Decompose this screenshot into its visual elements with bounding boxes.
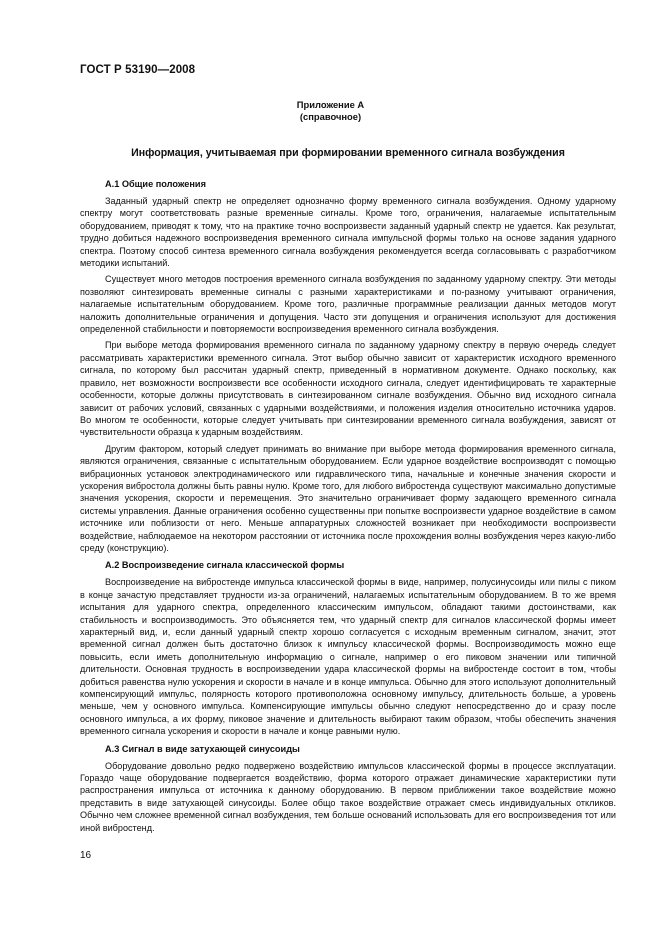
appendix-type: (справочное) xyxy=(299,111,362,122)
page-number: 16 xyxy=(80,850,92,861)
paragraph: Оборудование довольно редко подвержено воздействию импульсов классической формы в процессе эксплуатации. Гораздо чаще оборудование подвергается воздействию, форма которого отражает динамические характеристики пути распространения импульса от источника к данному оборудованию. В первом приближении такое воздействие можно представить в виде затухающей синусоиды. Более общо такое воздействие отражает смесь индивидуальных откликов. Обычно чем сложнее временной сигнал возбуждения, тем больше оснований использовать для его воспроизведения тот или иной вибростенд. xyxy=(80,760,616,833)
paragraph: Существует много методов построения временного сигнала возбуждения по заданному ударному спектру. Эти методы позволяют синтезировать временные сигналы с разными характеристиками и по-разному учитывают ограничения, налагаемые испытательным оборудованием. Кроме того, различные программные реализации данных методов могут наложить дополнительные ограничения и допущения. Часто эти допущения и ограничения используют для достижения определенной стабильности и повторяемости воспроизведения временного сигнала возбуждения. xyxy=(80,274,616,335)
document-body xyxy=(80,177,616,838)
section-heading-a1: А.1 Общие положения xyxy=(105,179,206,189)
section-heading-a2: А.2 Воспроизведение сигнала классической формы xyxy=(105,560,345,571)
appendix-label: Приложение А xyxy=(296,99,365,110)
paragraph: При выборе метода формирования временного сигнала по заданному ударному спектру в первую очередь следует рассматривать характеристики временного сигнала. Этот выбор обычно зависит от характеристик исходного временного сигнала, по которому был рассчитан ударный спектр, приведенный в нормативном документе. Однако поскольку, как правило, нет возможности воспроизвести все особенности исходного сигнала, следует идентифицировать те характерные особенности, которые должны присутствовать в синтезированном сигнале возбуждения. Обычно вид исходного сигнала зависит от рабочих условий, связанных с ударными воздействиями, и положения изделия относительно источника ударов. Во многом те особенности, которые следует учитывать при синтезировании временного сигнала возбуждения, зависят от чувствительности образца к ударным воздействиям. xyxy=(80,340,616,438)
section-heading-a3: А.3 Сигнал в виде затухающей синусоиды xyxy=(105,743,300,754)
appendix-title: Информация, учитываемая при формировании временного сигнала возбуждения xyxy=(131,147,565,159)
paragraph: Другим фактором, который следует принимать во внимание при выборе метода формирования временного сигнала, являются ограничения, связанные с испытательным оборудованием. Если ударное воздействие воспроизводят с помощью вибрационных установок электродинамического или гидравлического типа, начальные и конечные значения скорости и ускорения вибростола должны быть равны нулю. Кроме того, для любого вибростенда существуют максимально допустимые значения ускорения, скорости и перемещения. Это значительно ограничивает форму задающего временного сигнала системы управления. Данные ограничения особенно существенны при попытке воспроизвести ударное воздействие в самом источнике или поблизости от него. Меньше аппаратурных сложностей возникает при необходимости воспроизвести воздействие, наблюдаемое на некотором расстоянии от источника после прохождения волны возбуждения через какую-либо среду (конструкцию). xyxy=(80,443,616,553)
standard-code: ГОСТ Р 53190—2008 xyxy=(80,64,196,76)
paragraph: Заданный ударный спектр не определяет однозначно форму временного сигнала возбуждения. Одному ударному спектру могут соответствовать разные временные сигналы. Кроме того, ограничения, налагаемые испытательным оборудованием, приводят к тому, что на практике точно воспроизвести заданный ударный спектр не удается. Как результат, трудно добиться надежного воспроизведения временного сигнала импульсной формы только на основе задания ударного спектра. Поэтому способ синтеза временного сигнала возбуждения рекомендуется всегда согласовывать с разработчиком методики испытаний. xyxy=(80,196,616,269)
paragraph: Воспроизведение на вибростенде импульса классической формы в виде, например, полусинусоиды или пилы с пиком в конце зачастую представляет трудности из-за ограничений, налагаемых испытательным оборудованием. В то же время испытания для ударного спектра, определенного классическим импульсом, обладают такими достоинствами, как стабильность и воспроизводимость. Это объясняется тем, что ударный спектр для сигналов классической формы имеет характерный вид, и, если данный ударный спектр хорошо согласуется с исходным временным сигналом, значит, этот временной сигнал должен быть достаточно близок к импульсу классической формы. Воспроизводимость можно еще повысить, если иметь дополнительную информацию о сигнале, например о его пиковом значении или типичной длительности. Основная трудность в воспроизведении удара классической формы на вибростенде состоит в том, чтобы добиться равенства нулю ускорения и скорости в начале и в конце импульса. Обычно для этого используют дополнительный компенсирующий импульс, полярность которого противоположна основному импульсу, длительность больше, а уровень меньше, чем у основного импульса. Компенсирующие импульсы обычно следуют непосредственно до и сразу после основного импульса, а их форму, пиковое значение и длительность выбирают таким образом, чтобы обеспечить значения временного сигнала ускорения и скорости в начале и конце равными нулю. xyxy=(80,577,616,737)
